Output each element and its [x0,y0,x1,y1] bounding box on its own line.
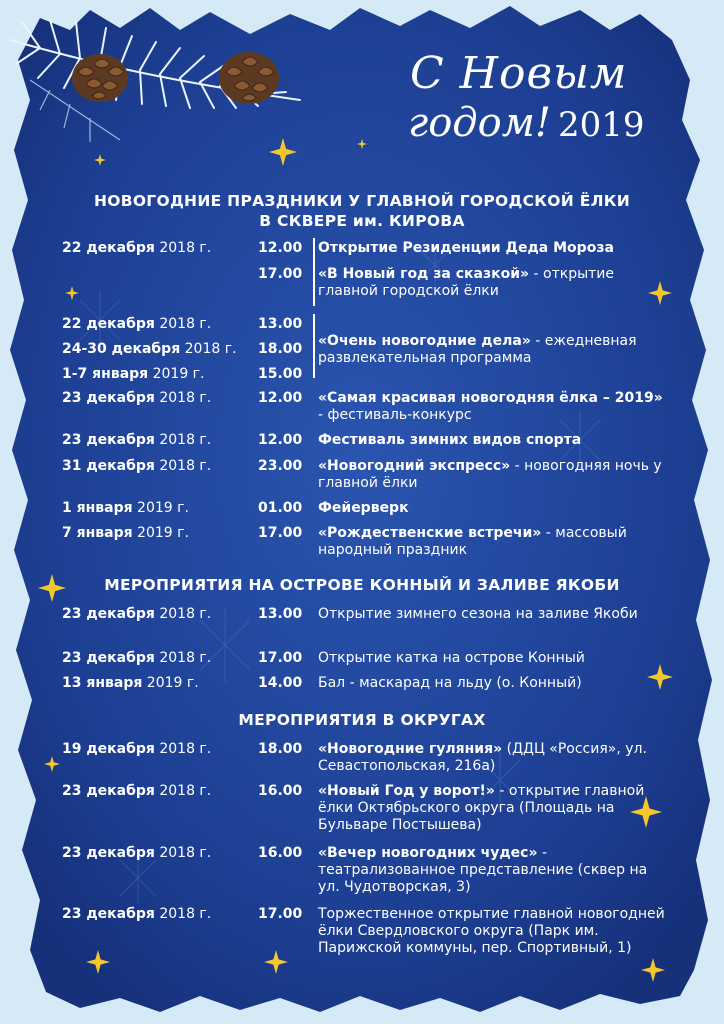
event-time: 17.00 [258,266,303,282]
divider-line [313,238,315,306]
event-desc: «В Новый год за сказкой» - открытие главной городской ёлки [318,266,614,299]
section-title: НОВОГОДНИЕ ПРАЗДНИКИ У ГЛАВНОЙ ГОРОДСКОЙ ЁЛКИ [93,192,631,210]
event-date: 1 января 2019 г. [62,500,189,516]
event-time: 14.00 [258,675,303,691]
event-time: 13.00 [258,316,303,332]
event-date: 23 декабря 2018 г. [62,606,212,622]
divider-line [313,314,315,378]
event-desc: Фейерверк [318,500,409,516]
event-desc: «Новый Год у ворот!» - открытие главной ёлки Октябрьского округа (Площадь на Бульваре Постышева) [318,783,645,833]
event-date: 19 декабря 2018 г. [62,741,212,757]
event-time: 15.00 [258,366,303,382]
event-desc: «Рождественские встречи» - массовый народный праздник [318,525,627,558]
event-time: 17.00 [258,525,303,541]
event-time: 17.00 [258,650,303,666]
event-desc: Бал - маскарад на льду (о. Конный) [318,675,582,691]
star-icon [269,138,297,166]
event-date: 23 декабря 2018 г. [62,390,212,406]
event-time: 13.00 [258,606,303,622]
event-desc: Открытие зимнего сезона на заливе Якоби [318,606,638,622]
star-icon [44,756,60,772]
event-date: 23 декабря 2018 г. [62,432,212,448]
event-date: 23 декабря 2018 г. [62,906,212,922]
event-desc: Торжественное открытие главной новогодней ёлки Свердловского округа (Парк им. Парижской коммуны, пер. Спортивный, 1) [318,906,665,956]
event-time: 18.00 [258,741,303,757]
section-subtitle: В СКВЕРЕ им. КИРОВА [259,212,465,230]
event-date: 22 декабря 2018 г. [62,240,212,256]
section-title: МЕРОПРИЯТИЯ НА ОСТРОВЕ КОННЫЙ И ЗАЛИВЕ ЯКОБИ [104,576,620,594]
event-time: 12.00 [258,240,303,256]
event-desc: Открытие катка на острове Конный [318,650,585,666]
greeting-year: 2019 [558,105,645,145]
event-time: 17.00 [258,906,303,922]
event-desc: Открытие Резиденции Деда Мороза [318,240,614,256]
greeting [400,48,680,168]
star-icon [94,154,106,166]
star-icon [264,950,288,974]
event-date: 23 декабря 2018 г. [62,845,212,861]
event-time: 12.00 [258,390,303,406]
event-desc: «Вечер новогодних чудес» - театрализованное представление (сквер на ул. Чудотворская, 3) [318,845,648,895]
star-icon [65,286,79,300]
event-time: 01.00 [258,500,303,516]
event-desc: «Очень новогодние дела» - ежедневная развлекательная программа [318,333,637,366]
event-date: 31 декабря 2018 г. [62,458,212,474]
greeting-line1: С Новым [410,48,628,99]
event-date: 23 декабря 2018 г. [62,650,212,666]
greeting-line2: годом! [408,100,551,146]
star-icon [357,139,367,149]
event-date: 1-7 января 2019 г. [62,366,205,382]
event-desc: Фестиваль зимних видов спорта [318,432,582,448]
event-date: 23 декабря 2018 г. [62,783,212,799]
event-date: 22 декабря 2018 г. [62,316,212,332]
star-icon [86,950,110,974]
event-date: 24-30 декабря 2018 г. [62,341,237,357]
event-date: 13 января 2019 г. [62,675,199,691]
event-desc: «Самая красивая новогодняя ёлка – 2019» - фестиваль-конкурс [318,390,663,423]
section-title: МЕРОПРИЯТИЯ В ОКРУГАХ [238,711,486,729]
event-time: 12.00 [258,432,303,448]
star-icon [641,958,665,982]
event-time: 16.00 [258,845,303,861]
event-time: 18.00 [258,341,303,357]
event-time: 23.00 [258,458,303,474]
event-date: 7 января 2019 г. [62,525,189,541]
event-time: 16.00 [258,783,303,799]
event-desc: «Новогодний экспресс» - новогодняя ночь у главной ёлки [318,458,662,491]
event-desc: «Новогодние гуляния» (ДДЦ «Россия», ул. Севастопольская, 216а) [318,741,647,774]
